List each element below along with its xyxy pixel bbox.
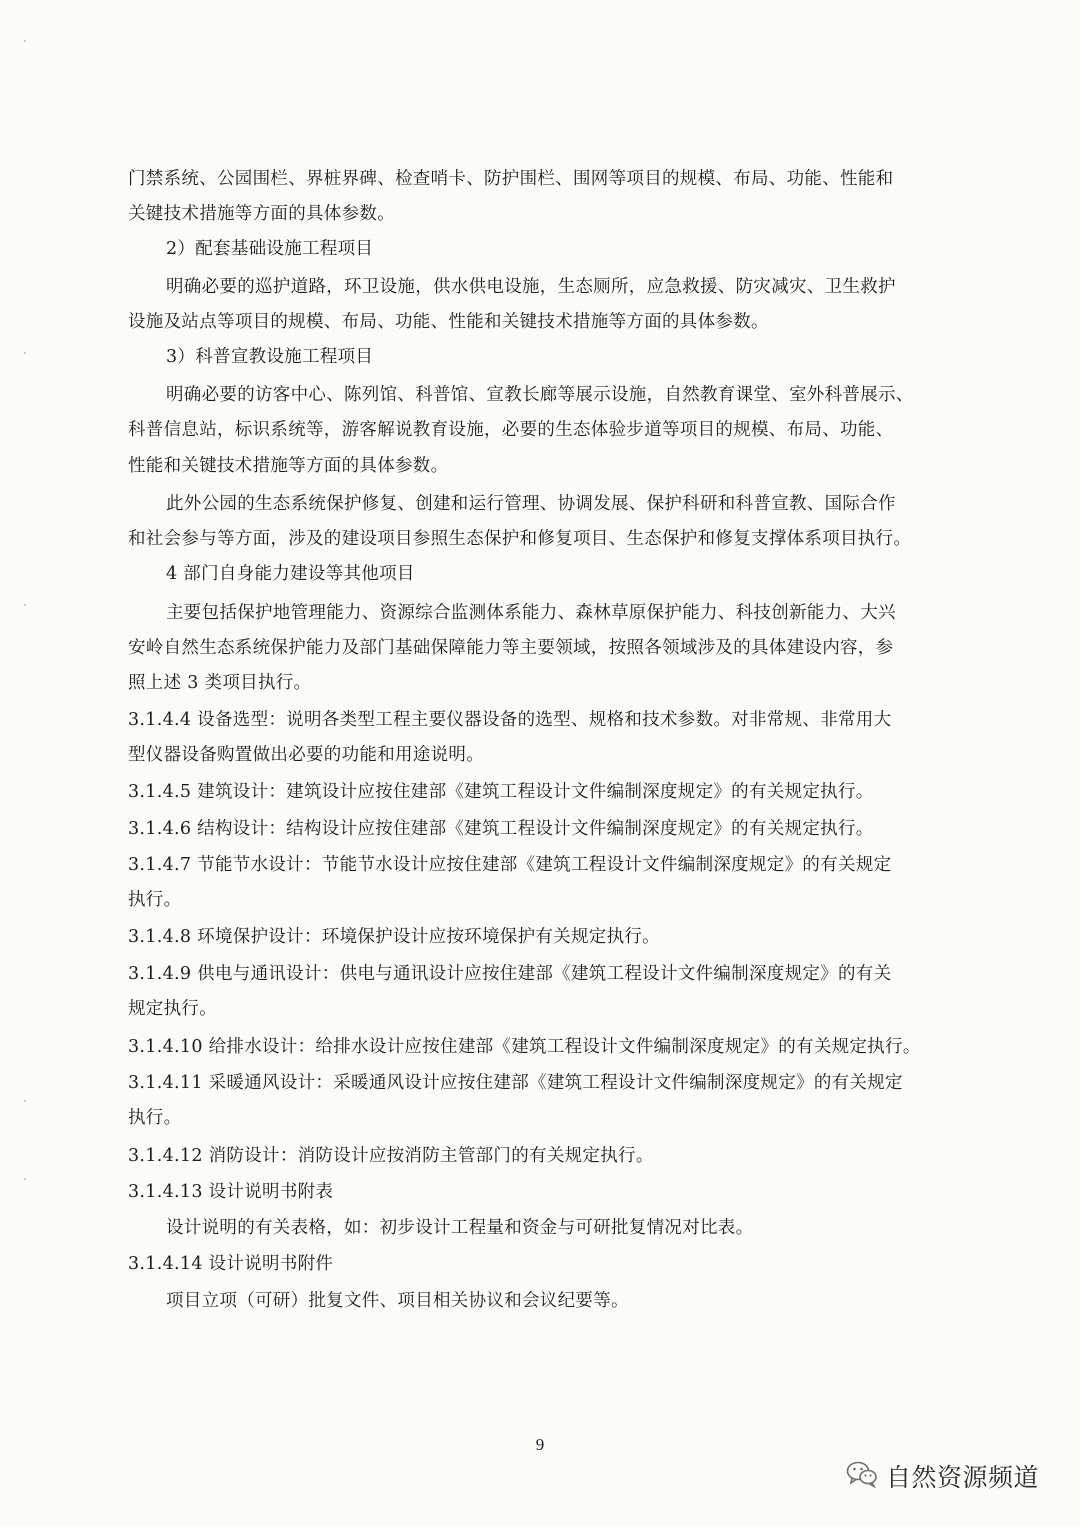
paragraph-line: 和社会参与等方面，涉及的建设项目参照生态保护和修复项目、生态保护和修复支撑体系项目执行。 [128,529,912,549]
paragraph-line: 设施及站点等项目的规模、布局、功能、性能和关键技术措施等方面的具体参数。 [128,312,769,332]
paragraph-line: 安岭自然生态系统保护能力及部门基础保障能力等主要领域，按照各领域涉及的具体建设内容，参 [128,638,894,658]
clause-line: 3.1.4.5 建筑设计：建筑设计应按住建部《建筑工程设计文件编制深度规定》的有关规定执行。 [128,782,874,802]
paragraph-line: 主要包括保护地管理能力、资源综合监测体系能力、森林草原保护能力、科技创新能力、大兴 [166,603,896,623]
paragraph-line: 门禁系统、公园围栏、界桩界碑、检查哨卡、防护围栏、围网等项目的规模、布局、功能、性能和 [128,169,894,189]
paragraph-line: 项目立项（可研）批复文件、项目相关协议和会议纪要等。 [166,1291,629,1311]
paragraph-line: 性能和关键技术措施等方面的具体参数。 [128,456,449,476]
clause-line: 3.1.4.12 消防设计：消防设计应按消防主管部门的有关规定执行。 [128,1146,654,1166]
clause-line: 型仪器设备购置做出必要的功能和用途说明。 [128,745,484,765]
scan-mark [24,1100,26,1102]
channel-watermark [846,1456,1039,1496]
wechat-icon [846,1460,878,1492]
subsection-heading: 2）配套基础设施工程项目 [166,239,374,259]
scan-mark [24,352,26,354]
paragraph-line: 关键技术措施等方面的具体参数。 [128,204,395,224]
clause-line: 3.1.4.13 设计说明书附表 [128,1182,334,1202]
subsection-heading: 3）科普宣教设施工程项目 [166,347,374,367]
clause-line: 3.1.4.11 采暖通风设计：采暖通风设计应按住建部《建筑工程设计文件编制深度规定》的有关规定 [128,1073,903,1093]
clause-line: 执行。 [128,890,182,910]
clause-line: 3.1.4.4 设备选型：说明各类型工程主要仪器设备的选型、规格和技术参数。对非常规、非常用大 [128,710,892,730]
clause-line: 3.1.4.7 节能节水设计：节能节水设计应按住建部《建筑工程设计文件编制深度规定》的有关规定 [128,855,892,875]
paragraph-line: 明确必要的巡护道路，环卫设施，供水供电设施，生态厕所，应急救援、防灾减灾、卫生救护 [166,277,896,297]
paragraph-line: 此外公园的生态系统保护修复、创建和运行管理、协调发展、保护科研和科普宣教、国际合作 [166,494,896,514]
scan-mark [24,604,26,606]
paragraph-line: 设计说明的有关表格，如：初步设计工程量和资金与可研批复情况对比表。 [166,1218,754,1238]
watermark-text: 自然资源频道 [886,1463,1040,1492]
clause-line: 3.1.4.8 环境保护设计：环境保护设计应按环境保护有关规定执行。 [128,927,660,947]
clause-line: 3.1.4.14 设计说明书附件 [128,1254,334,1274]
clause-line: 3.1.4.10 给排水设计：给排水设计应按住建部《建筑工程设计文件编制深度规定》的有关规定执行。 [128,1037,921,1057]
paragraph-line: 照上述 3 类项目执行。 [128,673,312,693]
paragraph-line: 科普信息站，标识系统等，游客解说教育设施，必要的生态体验步道等项目的规模、布局、功能、 [128,420,894,440]
clause-line: 3.1.4.6 结构设计：结构设计应按住建部《建筑工程设计文件编制深度规定》的有关规定执行。 [128,819,874,839]
scan-mark [24,40,26,42]
page-number: 9 [535,1435,545,1454]
subsection-heading: 4 部门自身能力建设等其他项目 [166,564,415,584]
clause-line: 规定执行。 [128,999,217,1019]
paragraph-line: 明确必要的访客中心、陈列馆、科普馆、宣教长廊等展示设施，自然教育课堂、室外科普展示、 [166,385,914,405]
clause-line: 执行。 [128,1108,182,1128]
scan-mark [24,1178,26,1180]
clause-line: 3.1.4.9 供电与通讯设计：供电与通讯设计应按住建部《建筑工程设计文件编制深度规定》的有关 [128,964,892,984]
